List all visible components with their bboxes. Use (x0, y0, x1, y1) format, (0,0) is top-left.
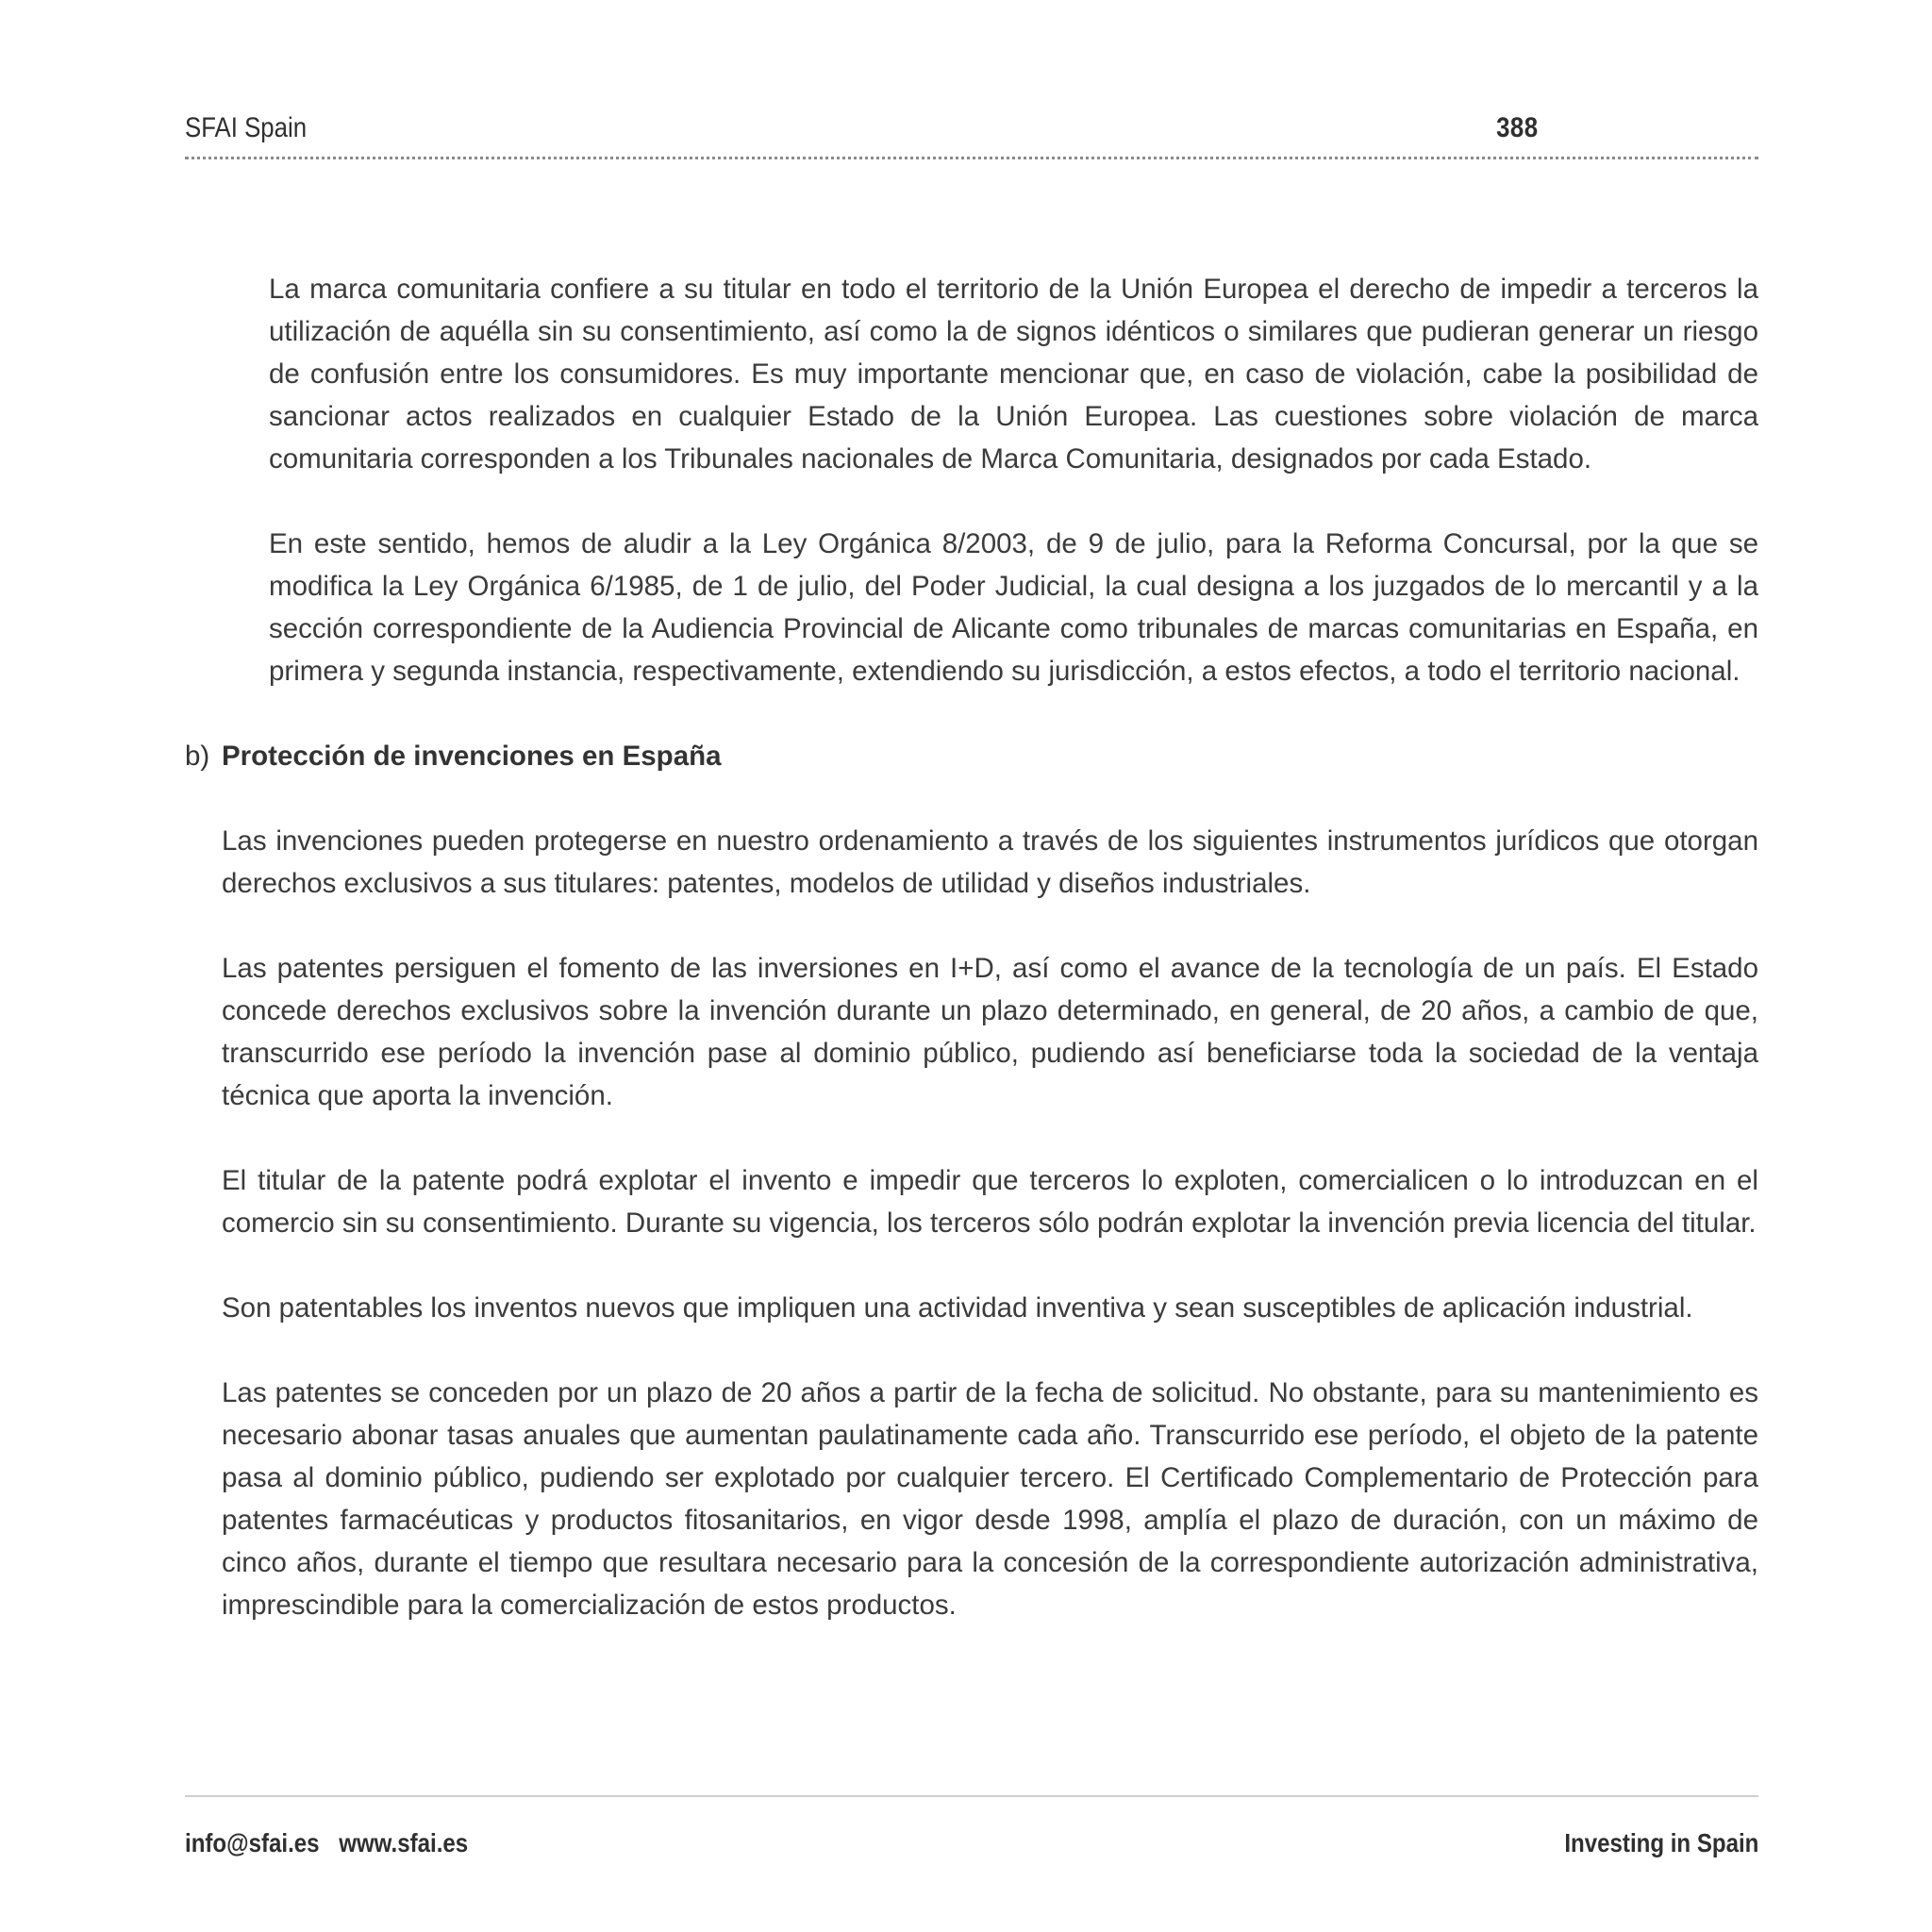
paragraph-gap (185, 1244, 1758, 1287)
page-footer (185, 1823, 1758, 1864)
paragraph-patentables: Son patentables los inventos nuevos que impliquen una actividad inventiva y sean susceptibles de aplicación industrial. (222, 1292, 1693, 1324)
page-number: 388 (1496, 112, 1539, 143)
section-title: Protección de invenciones en España (222, 741, 722, 772)
paragraph-gap (185, 1117, 1758, 1159)
paragraph-plazo-patentes: Las patentes se conceden por un plazo de 20 años a partir de la fecha de solicitud. No obstante, para su mantenimiento es necesario abonar tasas anuales que aumentan paulatinamente cada año. Transcurrido ese período, el objeto de la patente pasa al dominio público, pudiendo ser explotado por cualquier tercero. El Certificado Complementario de Protección para patentes farmacéuticas y productos fitosanitarios, en vigor desde 1998, amplía el plazo de duración, con un máximo de cinco años, durante el tiempo que resultara necesario para la concesión de la correspondiente autorización administrativa, imprescindible para la comercialización de estos productos. (222, 1377, 1758, 1621)
paragraph-invenciones: Las invenciones pueden protegerse en nuestro ordenamiento a través de los siguientes instrumentos jurídicos que otorgan derechos exclusivos a sus titulares: patentes, modelos de utilidad y diseños industriales. (222, 825, 1758, 899)
paragraph-gap (185, 777, 1758, 820)
footer-publication-title: Investing in Spain (1564, 1828, 1759, 1857)
footer-website-link[interactable]: www.sfai.es (339, 1828, 469, 1857)
header-divider (185, 157, 1758, 159)
paragraph-titular-patente: El titular de la patente podrá explotar el invento e impedir que terceros lo exploten, comercialicen o lo introduzcan en el comercio sin su consentimiento. Durante su vigencia, los terceros sólo podrán explotar la invención previa licencia del titular. (222, 1165, 1758, 1239)
paragraph-gap (185, 905, 1758, 947)
footer-contact (185, 1828, 468, 1858)
footer-email-link[interactable]: info@sfai.es (185, 1828, 320, 1857)
paragraph-gap (185, 480, 1758, 523)
section-heading (185, 735, 1758, 777)
paragraph-marca-comunitaria: La marca comunitaria confiere a su titular en todo el territorio de la Unión Europea el derecho de impedir a terceros la utilización de aquélla sin su consentimiento, así como la de signos idénticos o similares que pudieran generar un riesgo de confusión entre los consumidores. Es muy importante mencionar que, en caso de violación, cabe la posibilidad de sancionar actos realizados en cualquier Estado de la Unión Europea. Las cuestiones sobre violación de marca comunitaria corresponden a los Tribunales nacionales de Marca Comunitaria, designados por cada Estado. (269, 274, 1758, 475)
page-header (185, 106, 1538, 151)
paragraph-gap (185, 1329, 1758, 1372)
paragraph-ley-organica: En este sentido, hemos de aludir a la Ley Orgánica 8/2003, de 9 de julio, para la Reforma Concursal, por la que se modifica la Ley Orgánica 6/1985, de 1 de julio, del Poder Judicial, la cual designa a los juzgados de lo mercantil y a la sección correspondiente de la Audiencia Provincial de Alicante como tribunales de marcas comunitarias en España, en primera y segunda instancia, respectivamente, extendiendo su jurisdicción, a estos efectos, a todo el territorio nacional. (269, 528, 1758, 687)
paragraph-gap (185, 692, 1758, 735)
header-title: SFAI Spain (185, 112, 308, 143)
footer-divider (185, 1795, 1758, 1797)
page-content (185, 268, 1758, 1626)
paragraph-patentes-fomento: Las patentes persiguen el fomento de las inversiones en I+D, así como el avance de la tecnología de un país. El Estado concede derechos exclusivos sobre la invención durante un plazo determinado, en general, de 20 años, a cambio de que, transcurrido ese período la invención pase al dominio público, pudiendo así beneficiarse toda la sociedad de la ventaja técnica que aporta la invención. (222, 953, 1758, 1111)
section-marker: b) (185, 741, 210, 772)
